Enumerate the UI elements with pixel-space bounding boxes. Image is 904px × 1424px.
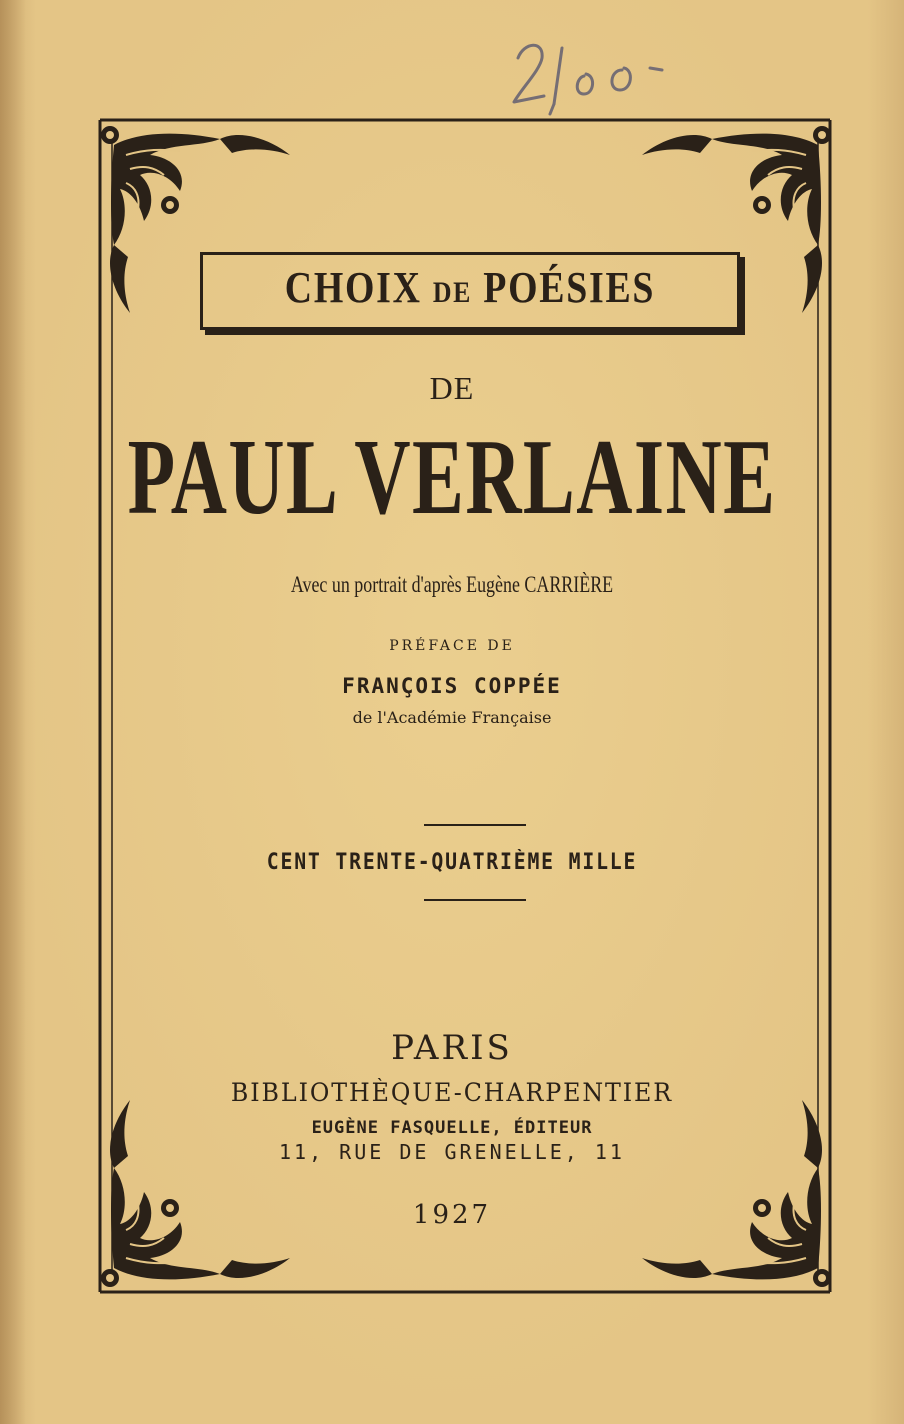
imprint-publisher: BIBLIOTHÈQUE-CHARPENTIER [230, 1078, 674, 1107]
title-part-1: CHOIX [284, 263, 422, 312]
author-name: PAUL VERLAINE [127, 418, 777, 537]
imprint-city: PARIS [391, 1028, 513, 1068]
preface-affiliation: de l'Académie Française [352, 708, 552, 727]
title-part-2: DE [432, 276, 473, 309]
title-part-3: POÉSIES [483, 263, 656, 312]
imprint-address: 11, RUE DE GRENELLE, 11 [279, 1140, 625, 1164]
title-connector: DE [429, 370, 475, 406]
divider-bottom [424, 899, 526, 901]
preface-author: FRANÇOIS COPPÉE [342, 674, 562, 698]
divider-top [424, 824, 526, 826]
imprint-year: 1927 [412, 1200, 492, 1230]
imprint-editor: EUGÈNE FASQUELLE, ÉDITEUR [311, 1118, 593, 1138]
edition-line: CENT TRENTE-QUATRIÈME MILLE [266, 850, 638, 875]
book-title [238, 262, 702, 313]
portrait-note: Avec un portrait d'après Eugène CARRIÈRE [290, 572, 614, 597]
preface-label: PRÉFACE DE [389, 638, 515, 654]
